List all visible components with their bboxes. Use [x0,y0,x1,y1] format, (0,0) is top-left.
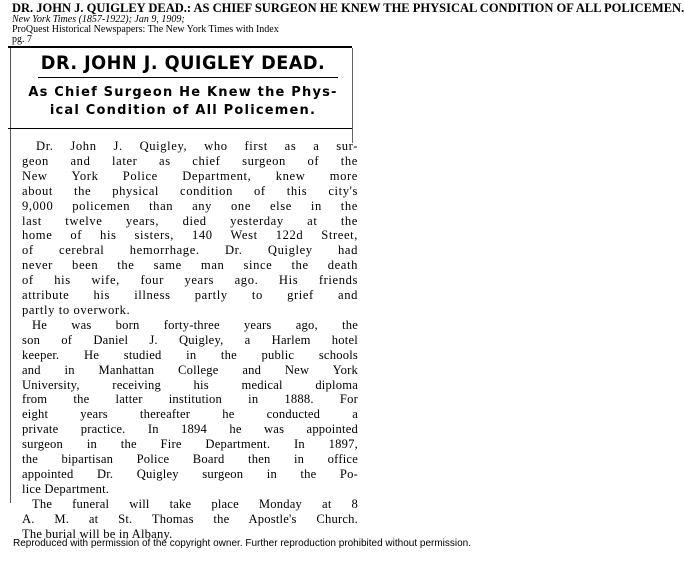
deck-rule [8,128,352,129]
headline-rule [38,77,338,78]
article-headline: DR. JOHN J. QUIGLEY DEAD. [40,52,326,74]
article-line: home of his sisters, 140 West 122d Street, [22,228,358,243]
deck-line-2: ical Condition of All Policemen. [49,103,317,118]
article-line: The burial will be in Albany. [22,526,173,541]
citation-page: pg. 7 [12,34,32,45]
article-line: keeper. He studied in the public schools [22,347,358,362]
article-line: surgeon in the Fire Department. In 1897, [22,437,358,452]
top-rule [8,46,352,48]
article-deck [18,84,348,120]
article-line: private practice. In 1894 he was appointed [22,422,358,437]
article-line: son of Daniel J. Quigley, a Harlem hotel [22,332,358,347]
article-line: the bipartisan Police Board then in office [22,452,358,467]
article-line: A. M. at St. Thomas the Apostle's Church. [22,511,358,526]
article-line: last twelve years, died yesterday at the [22,213,358,228]
article-line: New York Police Department, knew more [22,168,358,183]
citation-database: ProQuest Historical Newspapers: The New York Times with Index [12,24,279,35]
article-line: appointed Dr. Quigley surgeon in the Po- [22,466,358,481]
article-line: of cerebral hemorrhage. Dr. Quigley had [22,243,358,258]
article-line: never been the same man since the death [22,258,358,273]
article-line: The funeral will take place Monday at 8 [32,496,358,511]
article-line: He was born forty-three years ago, the [32,317,358,332]
article-line: partly to overwork. [22,302,131,317]
article-line: Dr. John J. Quigley, who first as a sur- [36,139,358,153]
article-line: about the physical condition of this city's [22,183,358,198]
article-line: geon and later as chief surgeon of the [22,153,358,168]
article-line: lice Department. [22,481,110,496]
article-body [22,139,358,541]
article-line: 9,000 policemen than any one else in the [22,198,358,213]
article-line: of his wife, four years ago. His friends [22,273,358,288]
column-rule-right [352,48,353,143]
citation-source: New York Times (1857-1922); Jan 9, 1909; [12,14,185,25]
deck-line-1: As Chief Surgeon He Knew the Phys- [28,85,338,100]
article-line: University, receiving his medical diploma [22,377,358,392]
column-rule-left [10,48,11,503]
article-line: eight years thereafter he conducted a [22,407,358,422]
citation-header [12,1,684,45]
citation-title: DR. JOHN J. QUIGLEY DEAD.: AS CHIEF SURGEON HE KNEW THE PHYSICAL CONDITION OF ALL POLICEMEN. [12,1,684,15]
article-line: attribute his illness partly to grief and [22,288,358,303]
newspaper-clipping [8,44,358,541]
article-line: and in Manhattan College and New York [22,362,358,377]
copyright-footer: Reproduced with permission of the copyright owner. Further reproduction prohibited without permission. [13,538,472,549]
article-line: from the latter institution in 1888. For [22,392,358,407]
